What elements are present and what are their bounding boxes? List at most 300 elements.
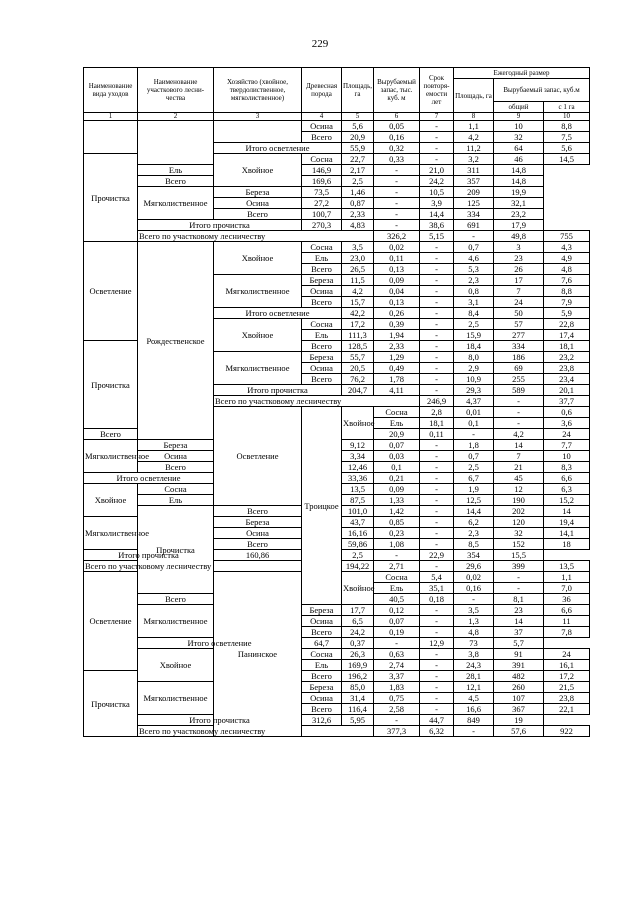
table-cell: 12,5 — [454, 495, 494, 506]
table-cell: 3,5 — [342, 242, 374, 253]
table-cell: 2,33 — [342, 209, 374, 220]
table-cell: 6,6 — [544, 605, 590, 616]
table-cell: 16,16 — [342, 528, 374, 539]
table-cell: Сосна — [302, 649, 342, 660]
table-cell: 1,08 — [374, 539, 420, 550]
table-cell: 3,2 — [454, 154, 494, 165]
table-cell: 6,6 — [544, 473, 590, 484]
table-cell: 24,2 — [420, 176, 454, 187]
table-cell: - — [420, 297, 454, 308]
table-cell: 270,3 — [302, 220, 342, 231]
table-cell: 367 — [494, 704, 544, 715]
column-number: 2 — [138, 113, 214, 121]
table-cell: - — [420, 484, 454, 495]
table-cell: 17,2 — [544, 671, 590, 682]
table-cell: Всего — [214, 539, 302, 550]
table-cell: 0,63 — [374, 649, 420, 660]
table-cell: 5,6 — [544, 143, 590, 154]
table-cell: 357 — [454, 176, 494, 187]
table-cell: 4,2 — [342, 286, 374, 297]
table-cell: 50 — [494, 308, 544, 319]
table-cell: 8,8 — [544, 286, 590, 297]
table-cell: Береза — [302, 682, 342, 693]
table-cell: 29,6 — [454, 561, 494, 572]
table-cell: - — [420, 132, 454, 143]
table-cell: Ель — [138, 165, 214, 176]
table-cell: 17,7 — [342, 605, 374, 616]
table-cell: 12 — [494, 484, 544, 495]
table-cell: 4,2 — [494, 429, 544, 440]
header-forestry: Наименование участкового лесни-чества — [138, 68, 214, 113]
column-number: 5 — [342, 113, 374, 121]
table-cell: Береза — [302, 275, 342, 286]
table-cell: - — [374, 220, 420, 231]
table-cell: - — [420, 374, 454, 385]
table-cell: 11,5 — [342, 275, 374, 286]
table-cell: Осина — [214, 198, 302, 209]
table-cell: 2,3 — [454, 528, 494, 539]
table-row — [84, 165, 590, 176]
table-cell: 19 — [494, 715, 544, 726]
table-cell: 194,22 — [342, 561, 374, 572]
table-cell: 0,12 — [374, 605, 420, 616]
table-header — [84, 68, 590, 121]
table-cell: 23,8 — [544, 693, 590, 704]
table-row — [84, 649, 590, 660]
table-cell: 1,8 — [454, 440, 494, 451]
table-cell: Мягколиственное — [214, 275, 302, 308]
table-row — [84, 187, 590, 198]
table-cell: 255 — [494, 374, 544, 385]
table-cell: 0,19 — [374, 627, 420, 638]
table-cell: 17,9 — [494, 220, 544, 231]
table-cell: 46 — [494, 154, 544, 165]
table-cell: Ель — [302, 660, 342, 671]
table-cell: 22,7 — [342, 154, 374, 165]
table-cell: 0,13 — [374, 264, 420, 275]
table-cell: 4,8 — [544, 264, 590, 275]
table-cell: Всего — [302, 132, 342, 143]
table-cell: 1,3 — [454, 616, 494, 627]
table-cell: Сосна — [138, 484, 214, 495]
table-cell: 0,7 — [454, 242, 494, 253]
table-cell: 44,7 — [420, 715, 454, 726]
table-cell: 7,5 — [544, 132, 590, 143]
table-cell: 55,9 — [342, 143, 374, 154]
table-cell: 73 — [454, 638, 494, 649]
table-cell: 922 — [544, 726, 590, 737]
table-cell: 2,33 — [374, 341, 420, 352]
table-cell: 101,0 — [342, 506, 374, 517]
table-cell: - — [494, 418, 544, 429]
table-cell: 14 — [494, 616, 544, 627]
table-cell: 85,0 — [342, 682, 374, 693]
table-cell: 13,5 — [342, 484, 374, 495]
table-cell: Итого прочистка — [138, 220, 302, 231]
table-cell: 0,05 — [374, 121, 420, 132]
table-cell: 5,7 — [494, 638, 544, 649]
table-cell: Всего — [302, 627, 342, 638]
table-cell: - — [494, 572, 544, 583]
table-cell: 22,1 — [544, 704, 590, 715]
table-cell: 64 — [494, 143, 544, 154]
table-cell: 8,1 — [494, 594, 544, 605]
table-cell: 3,1 — [454, 297, 494, 308]
table-cell: 4,9 — [544, 253, 590, 264]
table-cell: - — [494, 583, 544, 594]
table-cell: 17,2 — [342, 319, 374, 330]
table-cell: Мягколиственное — [138, 682, 214, 715]
table-cell: 1,78 — [374, 374, 420, 385]
table-cell: 10 — [544, 451, 590, 462]
table-cell: - — [374, 165, 420, 176]
table-cell: 1,33 — [374, 495, 420, 506]
table-cell: 0,07 — [374, 616, 420, 627]
table-cell: - — [374, 550, 420, 561]
table-cell: 2,58 — [374, 704, 420, 715]
table-cell: 0,02 — [374, 242, 420, 253]
table-cell: 19,9 — [494, 187, 544, 198]
table-cell: 5,6 — [342, 121, 374, 132]
table-cell: 0,87 — [342, 198, 374, 209]
table-cell: Осина — [302, 286, 342, 297]
table-cell: 91 — [494, 649, 544, 660]
table-cell: 0,1 — [374, 462, 420, 473]
table-cell: - — [420, 627, 454, 638]
table-cell: 7,6 — [544, 275, 590, 286]
table-cell: 22,8 — [544, 319, 590, 330]
table-cell: Сосна — [374, 407, 420, 418]
table-cell: 69 — [494, 363, 544, 374]
table-cell: 334 — [494, 341, 544, 352]
header-annual-size: Ежегодный размер — [454, 68, 590, 79]
table-cell: - — [420, 352, 454, 363]
table-cell: Итого осветление — [214, 143, 342, 154]
table-cell: 5,4 — [420, 572, 454, 583]
table-cell: 0,32 — [374, 143, 420, 154]
table-cell: - — [494, 396, 544, 407]
table-cell: Всего по участковому лесничеству — [214, 396, 420, 407]
table-cell: Ель — [374, 418, 420, 429]
table-cell: 49,8 — [494, 231, 544, 242]
table-cell: 10 — [494, 121, 544, 132]
table-cell: 2,3 — [454, 275, 494, 286]
table-cell: Всего — [138, 176, 214, 187]
table-cell: 0,09 — [374, 484, 420, 495]
table-cell: - — [420, 154, 454, 165]
table-cell: - — [420, 473, 454, 484]
table-cell: 204,7 — [342, 385, 374, 396]
table-cell: 6,5 — [342, 616, 374, 627]
table-cell: Осина — [302, 121, 342, 132]
table-cell: 40,5 — [374, 594, 420, 605]
table-cell: 202 — [494, 506, 544, 517]
table-cell: 391 — [494, 660, 544, 671]
table-cell: 0,02 — [454, 572, 494, 583]
table-cell: 32 — [494, 528, 544, 539]
table-cell: 4,37 — [454, 396, 494, 407]
table-cell: 209 — [454, 187, 494, 198]
table-cell: Всего — [138, 594, 214, 605]
table-cell: 8,0 — [454, 352, 494, 363]
table-cell: 28,1 — [454, 671, 494, 682]
table-cell: 196,2 — [342, 671, 374, 682]
table-cell: 2,5 — [342, 176, 374, 187]
table-cell: Мягколиственное — [138, 187, 214, 220]
table-cell: 59,86 — [342, 539, 374, 550]
column-number: 4 — [302, 113, 342, 121]
table-cell: 849 — [454, 715, 494, 726]
table-cell: 45 — [494, 473, 544, 484]
table-cell: 13,5 — [544, 561, 590, 572]
table-cell: 0,1 — [454, 418, 494, 429]
table-cell: 8,5 — [454, 539, 494, 550]
table-cell: 32,1 — [494, 198, 544, 209]
header-stock: Вырубаемый запас, тыс. куб. м — [374, 68, 420, 113]
table-cell: 120 — [494, 517, 544, 528]
table-cell: Всего по участковому лесничеству — [138, 726, 374, 737]
table-cell: 3,34 — [342, 451, 374, 462]
table-row — [84, 231, 590, 242]
table-cell: 23,0 — [342, 253, 374, 264]
table-cell: 6,2 — [454, 517, 494, 528]
table-cell: 7 — [494, 286, 544, 297]
table-cell: 12,9 — [420, 638, 454, 649]
table-cell: 76,2 — [342, 374, 374, 385]
table-cell: Всего — [302, 374, 342, 385]
table-cell: 23,2 — [544, 352, 590, 363]
table-cell: 20,1 — [544, 385, 590, 396]
table-cell: 1,29 — [374, 352, 420, 363]
table-cell: 0,18 — [420, 594, 454, 605]
table-cell: 186 — [494, 352, 544, 363]
header-annual-area: Площадь, га — [454, 79, 494, 113]
table-cell: - — [420, 693, 454, 704]
table-cell: - — [374, 638, 420, 649]
table-body — [84, 121, 590, 737]
table-cell: 169,6 — [302, 176, 342, 187]
table-cell: Осина — [302, 363, 342, 374]
table-cell: 35,1 — [420, 583, 454, 594]
table-cell: 0,16 — [454, 583, 494, 594]
table-cell: 17,4 — [544, 330, 590, 341]
table-cell: 0,75 — [374, 693, 420, 704]
table-cell: - — [420, 605, 454, 616]
table-cell: Прочистка — [84, 671, 138, 737]
table-cell: Итого прочистка — [84, 550, 214, 561]
table-cell: Всего — [138, 462, 214, 473]
table-cell: 14 — [494, 440, 544, 451]
table-cell: 1,9 — [454, 484, 494, 495]
header-per-ha: с 1 га — [544, 102, 590, 113]
table-cell: - — [420, 341, 454, 352]
column-number: 6 — [374, 113, 420, 121]
table-cell: Всего — [214, 506, 302, 517]
table-cell: 22,9 — [420, 550, 454, 561]
table-cell: 0,37 — [342, 638, 374, 649]
table-cell: 14,4 — [420, 209, 454, 220]
table-cell: 5,95 — [342, 715, 374, 726]
table-cell — [138, 121, 214, 165]
table-cell: Хвойное — [214, 242, 302, 275]
table-cell: 2,5 — [454, 319, 494, 330]
column-number: 8 — [454, 113, 494, 121]
table-cell: 146,9 — [302, 165, 342, 176]
table-cell: 36 — [544, 594, 590, 605]
table-cell: - — [454, 429, 494, 440]
table-cell: 2,71 — [374, 561, 420, 572]
column-number: 9 — [494, 113, 544, 121]
table-cell: 4,2 — [454, 132, 494, 143]
table-cell: 33,36 — [342, 473, 374, 484]
table-cell: 16,1 — [544, 660, 590, 671]
table-cell: - — [374, 187, 420, 198]
table-cell: 190 — [494, 495, 544, 506]
table-cell: - — [454, 594, 494, 605]
table-cell: Мягколиственное — [84, 440, 138, 473]
table-cell: Мягколиственное — [214, 352, 302, 385]
table-cell: - — [420, 660, 454, 671]
header-species: Древесная порода — [302, 68, 342, 113]
table-cell: 0,8 — [454, 286, 494, 297]
column-number: 1 — [84, 113, 138, 121]
table-cell: 14,1 — [544, 528, 590, 539]
table-cell: 38,6 — [420, 220, 454, 231]
table-cell: 31,4 — [342, 693, 374, 704]
table-cell: 0,11 — [420, 429, 454, 440]
table-cell: Всего — [302, 671, 342, 682]
table-cell: Осина — [138, 451, 214, 462]
table-cell: 128,5 — [342, 341, 374, 352]
table-cell: 1,42 — [374, 506, 420, 517]
table-cell: - — [420, 682, 454, 693]
table-cell: 57 — [494, 319, 544, 330]
table-cell: Осина — [302, 693, 342, 704]
table-cell: 311 — [454, 165, 494, 176]
table-cell: Сосна — [374, 572, 420, 583]
table-cell: 1,46 — [342, 187, 374, 198]
table-cell: 21,5 — [544, 682, 590, 693]
table-cell: - — [420, 561, 454, 572]
table-cell: - — [420, 704, 454, 715]
table-cell: 5,15 — [420, 231, 454, 242]
forest-care-table — [83, 67, 590, 737]
table-cell: 24 — [544, 429, 590, 440]
table-row — [84, 638, 590, 649]
table-row — [84, 605, 590, 616]
table-cell: 1,1 — [454, 121, 494, 132]
table-cell: 589 — [494, 385, 544, 396]
table-cell: 8,3 — [544, 462, 590, 473]
table-cell: 12,1 — [454, 682, 494, 693]
table-cell: Всего по участковому лесничеству — [138, 231, 374, 242]
table-cell: 16,6 — [454, 704, 494, 715]
table-cell: 24,3 — [454, 660, 494, 671]
table-cell: 15,9 — [454, 330, 494, 341]
table-cell: Хвойное — [84, 484, 138, 517]
table-cell: Мягколиственное — [138, 605, 214, 638]
column-number: 10 — [544, 113, 590, 121]
table-cell: 0,23 — [374, 528, 420, 539]
table-cell: 24 — [494, 297, 544, 308]
table-cell: 116,4 — [342, 704, 374, 715]
table-cell: Хвойное — [138, 649, 214, 682]
header-repeat-period: Срок повторя-емости лет — [420, 68, 454, 113]
table-cell: 2,74 — [374, 660, 420, 671]
table-cell: 43,7 — [342, 517, 374, 528]
table-cell: Прочистка — [84, 154, 138, 242]
table-cell: 18,1 — [544, 341, 590, 352]
table-cell: Итого осветление — [214, 308, 342, 319]
table-cell: 277 — [494, 330, 544, 341]
table-cell: 0,09 — [374, 275, 420, 286]
table-cell: Береза — [138, 440, 214, 451]
table-cell: 125 — [454, 198, 494, 209]
table-cell: Сосна — [302, 319, 342, 330]
table-cell: 111,3 — [342, 330, 374, 341]
table-cell: 3 — [494, 242, 544, 253]
table-cell: Итого осветление — [84, 473, 214, 484]
table-cell: 14,8 — [494, 176, 544, 187]
table-cell: 23,8 — [544, 363, 590, 374]
table-cell: 0,11 — [374, 253, 420, 264]
table-cell: - — [420, 330, 454, 341]
header-total: общий — [494, 102, 544, 113]
table-cell: - — [420, 385, 454, 396]
table-cell: - — [420, 319, 454, 330]
table-cell: Ель — [302, 253, 342, 264]
table-cell: 11 — [544, 616, 590, 627]
table-cell: Береза — [214, 187, 302, 198]
table-cell: Осветление — [214, 407, 302, 506]
table-cell: 0,04 — [374, 286, 420, 297]
table-cell: 1,94 — [374, 330, 420, 341]
table-cell: 0,6 — [544, 407, 590, 418]
table-cell: Хвойное — [214, 319, 302, 352]
table-cell: 14,5 — [544, 154, 590, 165]
table-cell: - — [454, 231, 494, 242]
table-cell: - — [420, 517, 454, 528]
table-cell: 20,5 — [342, 363, 374, 374]
table-cell: 11,2 — [454, 143, 494, 154]
table-cell: - — [420, 528, 454, 539]
table-cell: 3,37 — [374, 671, 420, 682]
table-cell: 354 — [454, 550, 494, 561]
table-cell: 20,9 — [342, 132, 374, 143]
table-cell: 26 — [494, 264, 544, 275]
table-cell: 3,6 — [544, 418, 590, 429]
table-cell: 12,46 — [342, 462, 374, 473]
table-cell: - — [420, 253, 454, 264]
table-cell: 326,2 — [374, 231, 420, 242]
table-cell: - — [374, 715, 420, 726]
table-cell: - — [420, 264, 454, 275]
column-number: 7 — [420, 113, 454, 121]
table-cell: - — [420, 275, 454, 286]
table-cell: 6,7 — [454, 473, 494, 484]
table-cell: 73,5 — [302, 187, 342, 198]
table-cell: 37 — [494, 627, 544, 638]
table-cell: 7,0 — [544, 583, 590, 594]
table-cell: 23 — [494, 253, 544, 264]
table-cell: 3,5 — [454, 605, 494, 616]
table-cell: 18,1 — [420, 418, 454, 429]
table-cell: 7 — [494, 451, 544, 462]
table-row — [84, 726, 590, 737]
table-cell: 15,7 — [342, 297, 374, 308]
table-cell: 26,3 — [342, 649, 374, 660]
table-cell: 6,32 — [420, 726, 454, 737]
